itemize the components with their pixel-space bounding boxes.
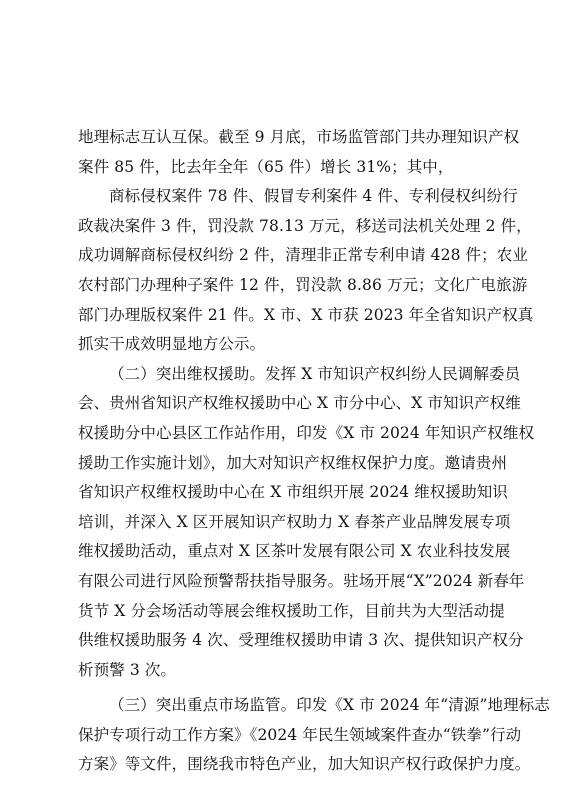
text-line: 抓实干成效明显地方公示。: [78, 335, 266, 354]
section-heading-line: （三）突出重点市场监管。印发《X 市 2024 年“清源”地理标志: [109, 696, 550, 715]
text-line: 保护专项行动工作方案》《2024 年民生领域案件查办“铁拳”行动: [78, 725, 522, 744]
text-line: 省知识产权维权援助中心在 X 市组织开展 2024 维权援助知识: [78, 483, 508, 502]
text-line: 会、贵州省知识产权维权援助中心 X 市分中心、X 市知识产权维: [78, 394, 521, 413]
text-line: 部门办理版权案件 21 件。X 市、X 市获 2023 年全省知识产权真: [78, 305, 534, 324]
text-line: 货节 X 分会场活动等展会维权援助工作，目前共为大型活动提: [78, 601, 505, 620]
text-line: 方案》等文件，围绕我市特色产业，加大知识产权行政保护力度。: [78, 755, 531, 774]
text-line: 案件 85 件，比去年全年（65 件）增长 31%；其中，: [78, 157, 454, 176]
text-line: 有限公司进行风险预警帮扶指导服务。驻场开展“X”2024 新春年: [78, 571, 525, 590]
text-line: 析预警 3 次。: [78, 660, 177, 679]
paragraph-first-line: 商标侵权案件 78 件、假冒专利案件 4 件、专利侵权纠纷行: [109, 187, 518, 206]
text-line: 供维权援助服务 4 次、受理维权援助申请 3 次、提供知识产权分: [78, 631, 524, 650]
text-line: 地理标志互认互保。截至 9 月底，市场监管部门共办理知识产权: [78, 128, 520, 146]
text-line: 权援助分中心县区工作站作用，印发《X 市 2024 年知识产权维权: [78, 423, 535, 442]
text-line: 成功调解商标侵权纠纷 2 件，清理非正常专利申请 428 件；农业: [78, 246, 528, 265]
text-line: 培训，并深入 X 区开展知识产权助力 X 春茶产业品牌发展专项: [78, 512, 511, 531]
text-line: 政裁决案件 3 件，罚没款 78.13 万元，移送司法机关处理 2 件，: [78, 216, 532, 235]
text-line: 维权援助活动，重点对 X 区茶叶发展有限公司 X 农业科技发展: [78, 542, 511, 561]
section-heading-line: （二）突出维权援助。发挥 X 市知识产权纠纷人民调解委员: [109, 364, 521, 383]
text-line: 援助工作实施计划》，加大对知识产权维权保护力度。邀请贵州: [78, 453, 508, 472]
document-body: [78, 123, 550, 780]
text-line: 农村部门办理种子案件 12 件，罚没款 8.86 万元；文化广电旅游: [78, 275, 528, 294]
